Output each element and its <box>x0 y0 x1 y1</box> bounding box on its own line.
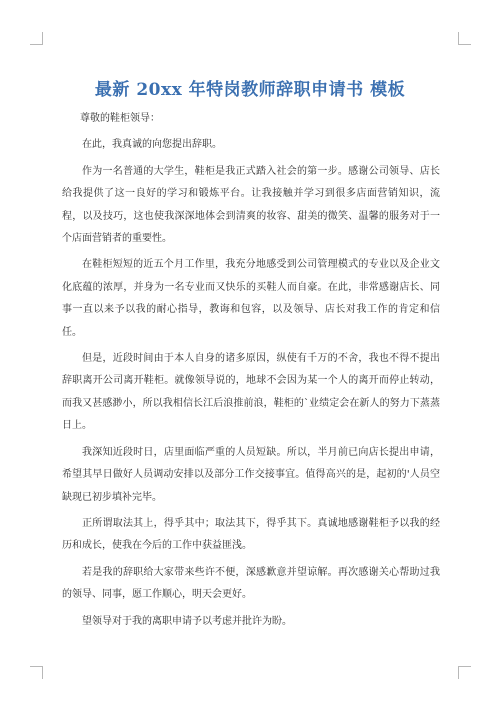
paragraph: 正所谓取法其上，得乎其中；取法其下，得乎其下。真诚地感谢鞋柜予以我的经历和成长，使我在今后的工作中获益匪浅。 <box>62 517 440 552</box>
letter-body <box>62 108 440 637</box>
paragraph: 作为一名普通的大学生，鞋柜是我正式踏入社会的第一步。感谢公司领导、店长给我提供了这一良好的学习和锻炼平台。让我接触并学习到很多店面营销知识，流程，以及技巧，这也使我深深地体会到清爽的妆容、甜美的微笑、温馨的服务对于一个店面营销者的重要性。 <box>62 165 440 245</box>
salutation: 尊敬的鞋柜领导： <box>80 113 160 124</box>
title-suffix: 年特岗教师辞职申请书 模板 <box>188 80 406 101</box>
document-title <box>60 75 440 100</box>
crop-mark-top-left <box>30 32 43 45</box>
crop-mark-top-right <box>458 32 471 45</box>
crop-mark-bottom-left <box>30 666 43 679</box>
title-year: 20xx <box>136 80 183 101</box>
crop-mark-bottom-right <box>458 666 471 679</box>
paragraph: 但是，近段时间由于本人自身的诸多原因，纵使有千万的不舍，我也不得不提出辞职离开公司离开鞋柜。就像领导说的，地球不会因为某一个人的离开而停止转动，而我又甚感渺小，所以我相信长江后浪推前浪，鞋柜的`业绩定会在新人的努力下蒸蒸日上。 <box>62 353 440 432</box>
title-prefix: 最新 <box>94 80 130 101</box>
paragraph: 望领导对于我的离职申请予以考虑并批许为盼。 <box>82 615 292 627</box>
paragraph: 若是我的辞职给大家带来些许不便，深感歉意并望谅解。再次感谢关心帮助过我的领导、同事，愿工作顺心，明天会更好。 <box>62 566 440 601</box>
paragraph: 我深知近段时日，店里面临严重的人员短缺。所以，半月前已向店长提出申请，希望其早日做好人员调动安排以及部分工作交接事宜。值得高兴的是，起初的'人员空缺现已初步填补完毕。 <box>62 446 440 503</box>
paragraph: 在此，我真诚的向您提出辞职。 <box>82 139 222 151</box>
paragraph: 在鞋柜短短的近五个月工作里，我充分地感受到公司管理模式的专业以及企业文化底蕴的浓厚，并身为一名专业而又快乐的买鞋人而自豪。在此，非常感谢店长、同事一直以来予以我的耐心指导，教诲和包容，以及领导、店长对我工作的肯定和信任。 <box>62 259 440 338</box>
